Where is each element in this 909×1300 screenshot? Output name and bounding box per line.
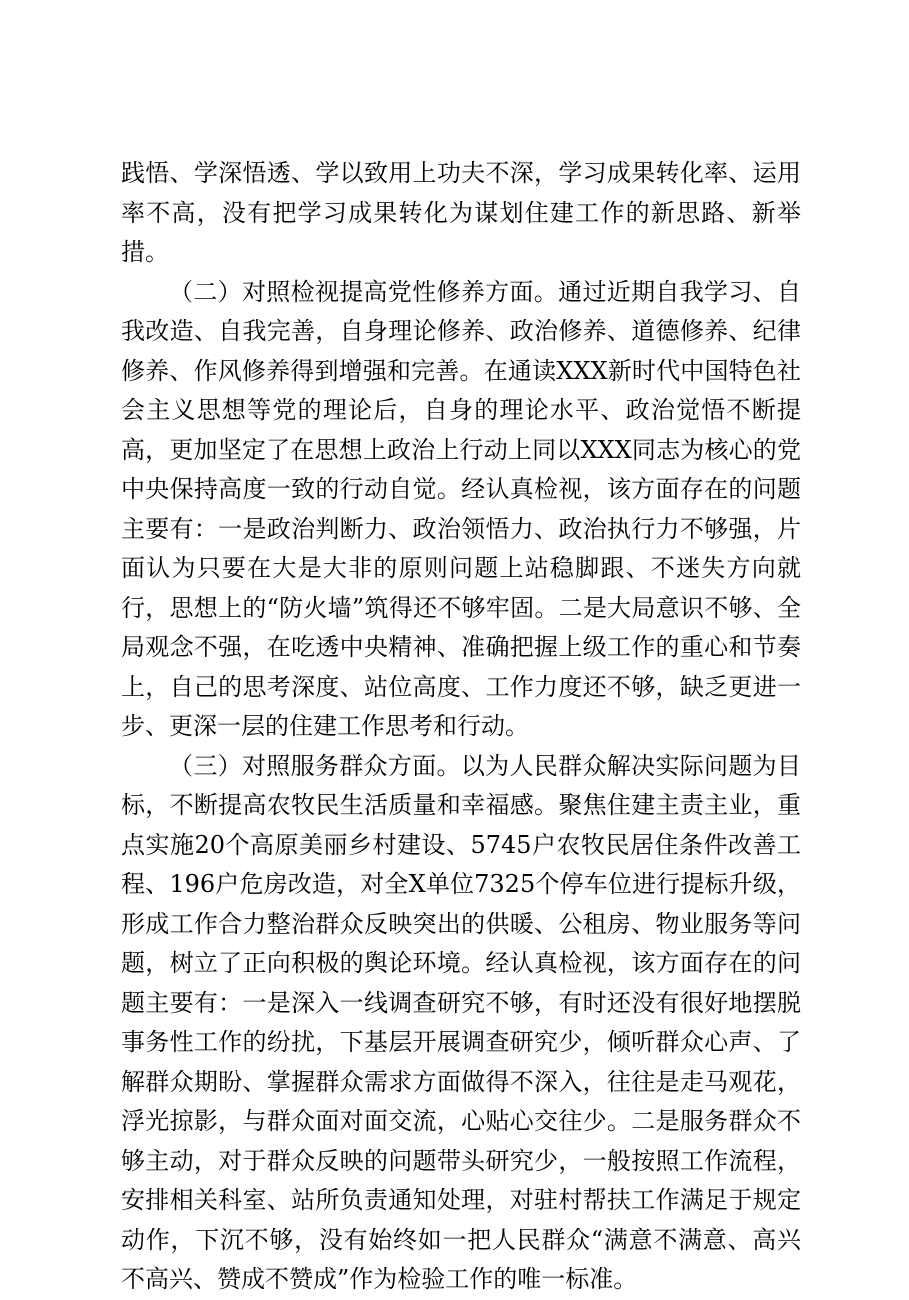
paragraph-party-spirit: （二）对照检视提高党性修养方面。通过近期自我学习、自我改造、自我完善，自身理论修养、政治修养、道德修养、纪律修养、作风修养得到增强和完善。在通读XXX新时代中国特色社会主义思想等党的理论后，自身的理论水平、政治觉悟不断提高，更加坚定了在思想上政治上行动上同以XXX同志为核心的党中央保持高度一致的行动自觉。经认真检视，该方面存在的问题主要有：一是政治判断力、政治领悟力、政治执行力不够强，片面认为只要在大是大非的原则问题上站稳脚跟、不迷失方向就行，思想上的“防火墙”筑得还不够牢固。二是大局意识不够、全局观念不强，在吃透中央精神、准确把握上级工作的重心和节奏上，自己的思考深度、站位高度、工作力度还不够，缺乏更进一步、更深一层的住建工作思考和行动。 <box>121 277 801 740</box>
document-body <box>121 154 801 1300</box>
paragraph-continuation: 践悟、学深悟透、学以致用上功夫不深，学习成果转化率、运用率不高，没有把学习成果转化为谋划住建工作的新思路、新举措。 <box>121 159 801 266</box>
paragraph-serving-masses: （三）对照服务群众方面。以为人民群众解决实际问题为目标，不断提高农牧民生活质量和幸福感。聚焦住建主责主业，重点实施20个高原美丽乡村建设、5745户农牧民居住条件改善工程、196户危房改造，对全X单位7325个停车位进行提标升级，形成工作合力整治群众反映突出的供暖、公租房、物业服务等问题，树立了正向积极的舆论环境。经认真检视，该方面存在的问题主要有：一是深入一线调查研究不够，有时还没有很好地摆脱事务性工作的纷扰，下基层开展调查研究少，倾听群众心声、了解群众期盼、掌握群众需求方面做得不深入，往往是走马观花，浮光掠影，与群众面对面交流，心贴心交往少。二是服务群众不够主动，对于群众反映的问题带头研究少，一般按照工作流程，安排相关科室、站所负责通知处理，对驻村帮扶工作满足于规定动作，下沉不够，没有始终如一把人民群众“满意不满意、高兴不高兴、赞成不赞成”作为检验工作的唯一标准。 <box>121 751 801 1293</box>
